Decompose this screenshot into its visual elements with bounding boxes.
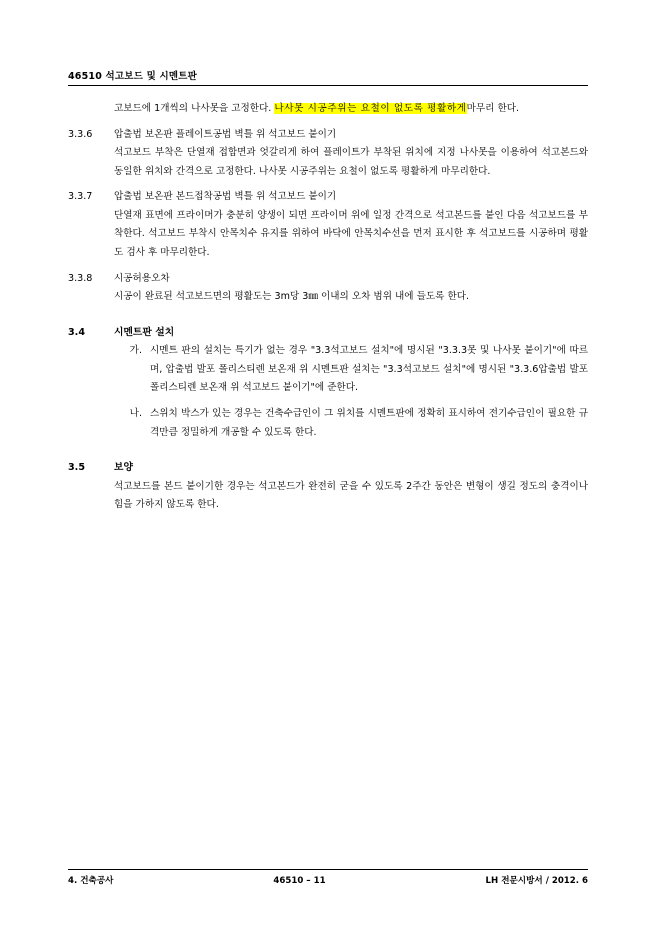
section-heading <box>68 126 588 145</box>
section-title: 압출법 보온판 플레이트공법 벽틀 위 석고보드 붙이기 <box>114 128 337 140</box>
item-text: 시멘트 판의 설치는 특기가 없는 경우 "3.3석고보드 설치"에 명시된 "3.3.3못 및 나사못 붙이기"에 따르며, 압출법 발포 폴리스티렌 보온재 위 시멘트판 설치는 "3.3석고보드 설치"에 명시된 "3.3.6압출법 발포 폴리스티렌 보온재 위 석고보드 붙이기"에 준한다. <box>150 345 588 394</box>
continued-paragraph-tail: 마무리 한다. <box>466 103 520 114</box>
clause-paragraph: 석고보드를 본드 붙이기한 경우는 석고본드가 완전히 굳을 수 있도록 2주간 동안은 변형이 생길 정도의 충격이나 힘을 가하지 않도록 한다. <box>114 480 588 511</box>
section-number: 3.3.7 <box>68 191 93 203</box>
clause-item <box>68 405 588 442</box>
footer-divider <box>68 869 588 870</box>
section-paragraph: 시공이 완료된 석고보드면의 평활도는 3m당 3㎜ 이내의 오차 범위 내에 들도록 한다. <box>114 291 470 303</box>
footer-left-text: 4. 건축공사 <box>68 876 114 886</box>
section-paragraph: 단열재 표면에 프라이머가 충분히 양생이 되면 프라이머 위에 일정 간격으로 석고본드를 붙인 다음 석고보드를 부착한다. 석고보드 부착시 안목치수 유지를 위하여 바닥에 안목치수선을 먼저 표시한 후 석고보드를 시공하며 평활도 검사 후 마무리한다. <box>114 209 588 258</box>
item-marker: 나. <box>129 407 142 419</box>
clause-heading <box>68 324 588 343</box>
page-footer <box>68 869 588 886</box>
footer-right-text: LH 전문시방서 / 2012. 6 <box>485 876 588 886</box>
item-marker: 가. <box>129 345 142 357</box>
header-divider <box>68 85 588 86</box>
section-title: 시공허용오차 <box>114 272 170 284</box>
highlighted-text: 나사못 시공주위는 요철이 없도록 평활하게 <box>274 103 467 114</box>
header-title: 46510 석고보드 및 시멘트판 <box>68 71 197 82</box>
clause-title: 시멘트판 설치 <box>114 326 175 338</box>
clause-title: 보양 <box>114 462 133 474</box>
clause-number: 3.5 <box>68 462 85 474</box>
continued-paragraph-lead: 고보드에 1개씩의 나사못을 고정한다. <box>114 103 275 114</box>
section-heading <box>68 188 588 207</box>
item-text: 스위치 박스가 있는 경우는 건축수급인이 그 위치를 시멘트판에 정확히 표시하여 전기수급인이 필요한 규격만큼 정밀하게 개공할 수 있도록 한다. <box>150 407 588 438</box>
clause-number: 3.4 <box>68 326 85 338</box>
section-heading <box>68 270 588 289</box>
section-number: 3.3.6 <box>68 128 93 140</box>
document-body <box>68 100 588 515</box>
clause-heading <box>68 459 588 478</box>
section-paragraph: 석고보드 부착은 단열재 접합면과 엇갈리게 하여 플레이트가 부착된 위치에 지정 나사못을 이용하여 석고본드와 동일한 위치와 간격으로 고정한다. 나사못 시공주위는 요철이 없도록 평활하게 마무리한다. <box>114 147 588 177</box>
clause-item <box>68 342 588 398</box>
footer-page-number: 46510 – 11 <box>273 876 326 886</box>
section-number: 3.3.8 <box>68 272 93 284</box>
page-header <box>68 68 588 86</box>
section-title: 압출법 보온판 본드접착공법 벽틀 위 석고보드 붙이기 <box>114 191 337 203</box>
continued-paragraph <box>114 100 588 119</box>
